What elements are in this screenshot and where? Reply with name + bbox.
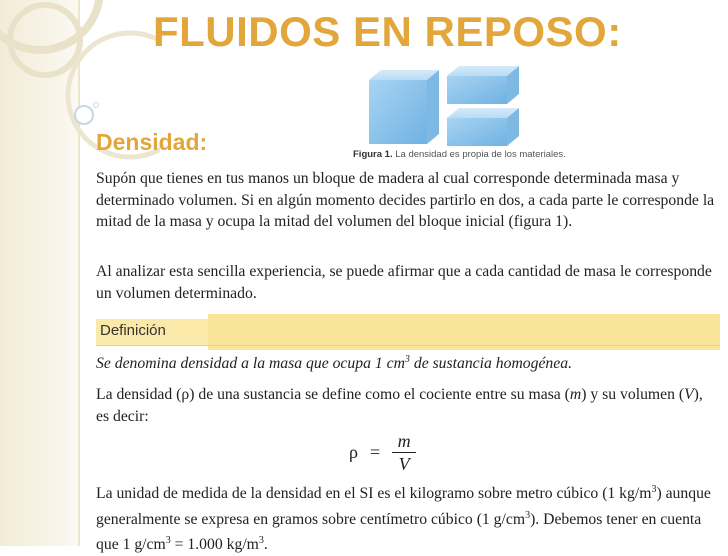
density-formula — [349, 431, 416, 474]
slide-title: FLUIDOS EN REPOSO: — [153, 8, 622, 55]
blue-cubes-icon — [367, 62, 527, 146]
fraction-bar — [392, 452, 416, 453]
definition-label: Definición — [100, 322, 166, 339]
section-heading: Densidad: — [96, 129, 208, 155]
definition-text: Se denomina densidad a la masa que ocupa 1 $cm^3$ de sustancia homogénea. — [96, 354, 572, 373]
figure-caption: Figura 1. La densidad es propia de los materiales. — [353, 149, 566, 160]
paragraph-2: Al analizar esta sencilla experiencia, se puede afirmar que a cada cantidad de masa le corresponde un volumen determinado. — [96, 263, 712, 302]
formula-numerator: m — [397, 431, 411, 451]
paragraph-1: Supón que tienes en tus manos un bloque de madera al cual corresponde determinada masa y determinado volumen. Si en algún momento decides partirlo en dos, a cada parte le corresponde la mitad de la masa y ocupa la mitad del volumen del bloque inicial (figura 1). — [96, 170, 715, 230]
formula-equals: = — [369, 442, 381, 462]
units-paragraph: La unidad de medida de la densidad en el SI es el kilogramo sobre metro cúbico (1 $kg/m^3$) aunque generalmente se expresa en gramos sobre centímetro cúbico (1 $g/cm^3$). Debemos tener en cuenta que 1 $g/cm^3 = 1.000$ $kg/m^3$. — [96, 484, 711, 554]
formula-denominator: V — [398, 454, 410, 474]
formula-fraction — [392, 431, 416, 474]
density-intro: La densidad (ρ) de una sustancia se define como el cociente entre su masa (m) y su volumen (V), es decir: — [96, 386, 703, 425]
definition-separator — [96, 345, 720, 346]
formula-rho: ρ — [349, 442, 358, 462]
